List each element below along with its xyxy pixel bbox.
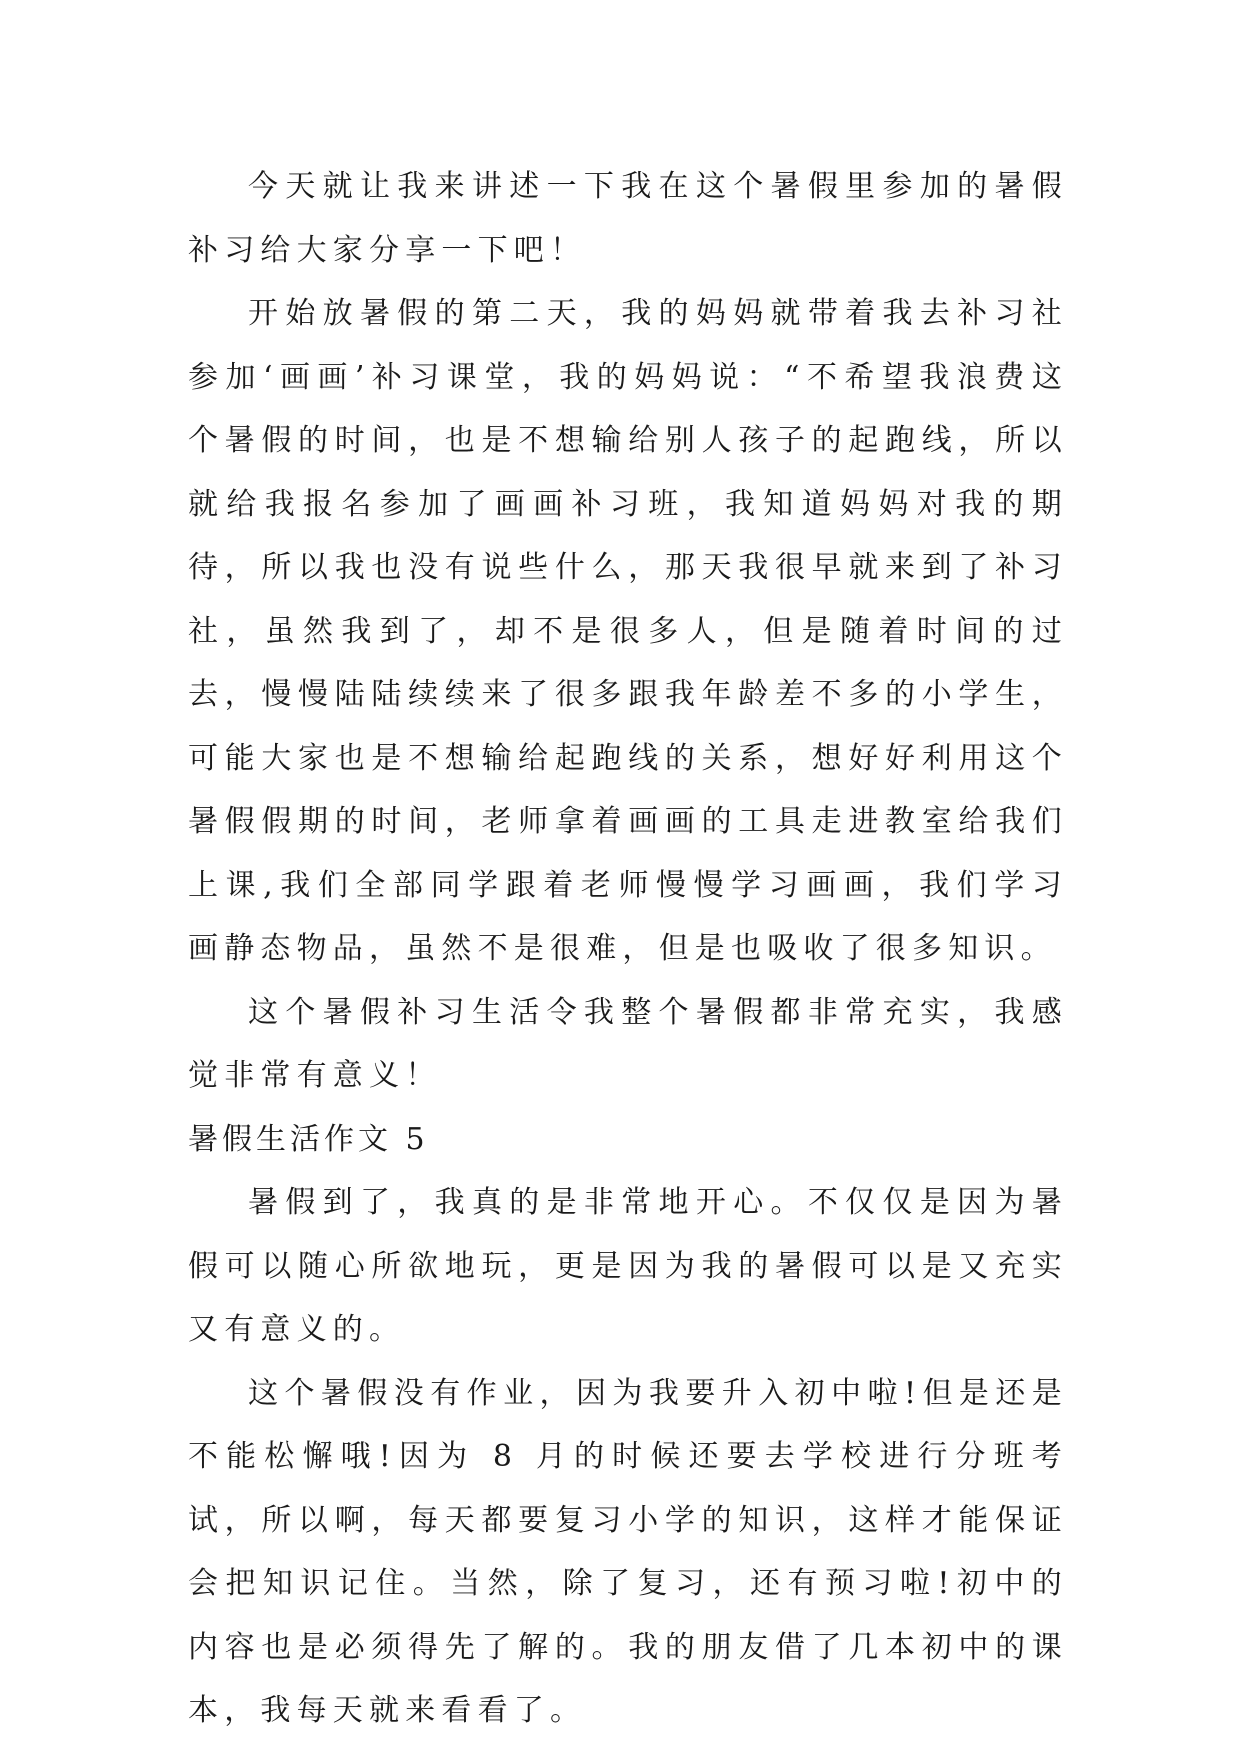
paragraph: 今天就让我来讲述一下我在这个暑假里参加的暑假补习给大家分享一下吧！: [188, 169, 1068, 268]
document-body: [188, 155, 1068, 1743]
paragraph: 这个暑假补习生活令我整个暑假都非常充实，我感觉非常有意义！: [188, 994, 1068, 1093]
paragraph: 开始放暑假的第二天，我的妈妈就带着我去补习社参加‘画画’补习课堂，我的妈妈说：“不希望我浪费这个暑假的时间，也是不想输给别人孩子的起跑线，所以就给我报名参加了画画补习班，我知道妈妈对我的期待，所以我也没有说些什么，那天我很早就来到了补习社，虽然我到了，却不是很多人，但是随着时间的过去，慢慢陆陆续续来了很多跟我年龄差不多的小学生，可能大家也是不想输给起跑线的关系，想好好利用这个暑假假期的时间，老师拿着画画的工具走进教室给我们上课,我们全部同学跟着老师慢慢学习画画，我们学习画静态物品，虽然不是很难，但是也吸收了很多知识。: [188, 296, 1068, 966]
paragraph: 这个暑假没有作业，因为我要升入初中啦!但是还是不能松懈哦!因为 8 月的时候还要去学校进行分班考试，所以啊，每天都要复习小学的知识，这样才能保证会把知识记住。当然，除了复习，还有预习啦!初中的内容也是必须得先了解的。我的朋友借了几本初中的课本，我每天就来看看了。: [188, 1375, 1068, 1728]
section-title: 暑假生活作文 5: [188, 1121, 429, 1157]
paragraph: 暑假到了，我真的是非常地开心。不仅仅是因为暑假可以随心所欲地玩，更是因为我的暑假可以是又充实又有意义的。: [188, 1185, 1068, 1347]
